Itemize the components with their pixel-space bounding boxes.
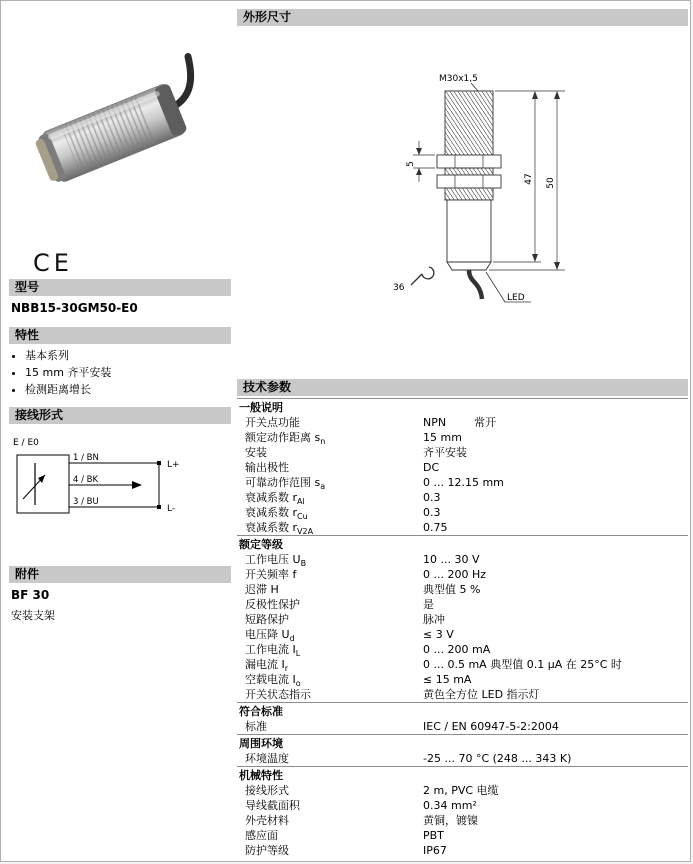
dim-47-label: 47 <box>524 173 534 185</box>
tech-label: 额定动作距离 $s_n$ <box>245 431 326 447</box>
wiring-diagram <box>9 433 224 543</box>
right-column <box>237 9 688 855</box>
tech-row <box>237 687 688 702</box>
pin-3-label: 3 / BU <box>73 497 99 507</box>
tech-label: 电压降 $U_d$ <box>245 628 295 644</box>
tech-label: 环境温度 <box>245 752 289 765</box>
cable <box>469 270 482 299</box>
feature-item: • 基本系列 <box>25 347 111 364</box>
accessory-description: 安装支架 <box>11 609 55 622</box>
section-header-accessories: 附件 <box>9 566 231 583</box>
tech-row <box>237 415 688 430</box>
section-header-features: 特性 <box>9 327 231 344</box>
tech-value: DC <box>423 461 440 474</box>
accessory-model: BF 30 <box>11 588 50 602</box>
tech-row <box>237 567 688 582</box>
tech-label: 迟滞 H <box>245 583 279 596</box>
tech-label: 安装 <box>245 446 267 459</box>
tech-label: 工作电压 $U_B$ <box>245 553 307 569</box>
dim-36-label: 36 <box>393 283 405 293</box>
tech-label: 输出极性 <box>245 461 289 474</box>
tech-row <box>237 719 688 734</box>
tech-value: 0.34 mm² <box>423 799 477 812</box>
rail-lplus: L+ <box>167 460 180 470</box>
tech-row <box>237 490 688 505</box>
tech-row <box>237 843 688 858</box>
tech-row <box>237 445 688 460</box>
tech-value: ≤ 15 mA <box>423 673 472 686</box>
tech-row <box>237 627 688 642</box>
section-header-model: 型号 <box>9 279 231 296</box>
tech-row <box>237 828 688 843</box>
tech-row <box>237 813 688 828</box>
tech-group-title: 周围环境 <box>237 734 688 751</box>
tech-value: 0 ... 200 mA <box>423 643 491 656</box>
section-header-dimensions: 外形尺寸 <box>237 9 688 26</box>
tech-value: 典型值 5 % <box>423 583 481 596</box>
tech-value: 黄铜，镀镍 <box>423 814 478 827</box>
feature-item: • 15 mm 齐平安装 <box>25 364 111 381</box>
tech-row <box>237 460 688 475</box>
tech-label: 接线形式 <box>245 784 289 797</box>
tech-row <box>237 751 688 766</box>
tech-value: 2 m, PVC 电缆 <box>423 784 499 797</box>
tech-group-title: 机械特性 <box>237 766 688 783</box>
tech-value: 15 mm <box>423 431 462 444</box>
tech-group-title: 符合标准 <box>237 702 688 719</box>
tech-row <box>237 552 688 567</box>
tech-label: 开关点功能 <box>245 416 300 429</box>
pin-1-label: 1 / BN <box>73 453 99 463</box>
features-list <box>11 347 111 398</box>
tech-label: 感应面 <box>245 829 278 842</box>
feature-item: • 检测距离增长 <box>25 381 111 398</box>
rail-lminus: L- <box>167 504 176 514</box>
dimension-drawing <box>383 69 623 369</box>
tech-label: 防护等级 <box>245 844 289 857</box>
left-column <box>9 9 231 855</box>
tech-value: 0.3 <box>423 491 441 504</box>
wrench-icon <box>411 267 434 285</box>
thread-size-label: M30x1,5 <box>439 74 478 84</box>
tech-label: 反极性保护 <box>245 598 300 611</box>
tech-table <box>237 398 688 858</box>
tech-value: -25 ... 70 °C (248 ... 343 K) <box>423 752 572 765</box>
dim-50-label: 50 <box>546 177 556 189</box>
tech-label: 工作电流 $I_L$ <box>245 643 301 659</box>
tech-row <box>237 798 688 813</box>
tech-group-title: 一般说明 <box>237 398 688 415</box>
tech-label: 漏电流 $I_r$ <box>245 658 289 674</box>
tech-group-title: 额定等级 <box>237 535 688 552</box>
tech-value: 是 <box>423 598 434 611</box>
tech-value: 黄色全方位 LED 指示灯 <box>423 688 540 701</box>
tech-value: 10 ... 30 V <box>423 553 480 566</box>
tech-value: PBT <box>423 829 444 842</box>
tech-value: 0 ... 200 Hz <box>423 568 487 581</box>
tech-value: ≤ 3 V <box>423 628 454 641</box>
tech-row <box>237 582 688 597</box>
tech-label: 开关频率 f <box>245 568 297 581</box>
tech-value: IEC / EN 60947-5-2:2004 <box>423 720 559 733</box>
tech-label: 衰减系数 $r_{V2A}$ <box>245 521 314 537</box>
tech-label: 短路保护 <box>245 613 289 626</box>
tech-value: 0.75 <box>423 521 448 534</box>
tech-row <box>237 657 688 672</box>
tech-row <box>237 597 688 612</box>
tech-value: IP67 <box>423 844 447 857</box>
dim-5-label: 5 <box>406 161 416 167</box>
tech-row <box>237 475 688 490</box>
tech-label: 可靠动作范围 $s_a$ <box>245 476 326 492</box>
ce-mark: CE <box>33 249 73 277</box>
tech-row <box>237 612 688 627</box>
led-label: LED <box>507 293 525 303</box>
tech-row <box>237 783 688 798</box>
wiring-code: E / E0 <box>13 438 39 448</box>
tech-value: 齐平安装 <box>423 446 467 459</box>
pin-4-label: 4 / BK <box>73 475 99 485</box>
tech-value: 0 ... 12.15 mm <box>423 476 504 489</box>
tech-label: 衰减系数 $r_{Al}$ <box>245 491 305 507</box>
tech-label: 开关状态指示 <box>245 688 311 701</box>
tech-value: 脉冲 <box>423 613 445 626</box>
tech-value: 0 ... 0.5 mA 典型值 0.1 µA 在 25°C 时 <box>423 658 622 671</box>
tech-value: NPN <box>423 416 447 429</box>
tech-row <box>237 520 688 535</box>
tech-label: 衰减系数 $r_{Cu}$ <box>245 506 308 522</box>
tech-row <box>237 430 688 445</box>
tech-row <box>237 642 688 657</box>
section-header-technical-data: 技术参数 <box>237 379 688 396</box>
section-header-connection: 接线形式 <box>9 407 231 424</box>
tech-label: 标准 <box>245 720 267 733</box>
tech-row <box>237 505 688 520</box>
tech-label: 导线截面积 <box>245 799 300 812</box>
tech-label: 外壳材料 <box>245 814 289 827</box>
model-number: NBB15-30GM50-E0 <box>11 301 138 315</box>
tech-label: 空载电流 $I_o$ <box>245 673 301 689</box>
tech-value-2: 常开 <box>474 416 497 429</box>
product-photo <box>11 17 226 242</box>
tech-row <box>237 672 688 687</box>
tech-value: 0.3 <box>423 506 441 519</box>
